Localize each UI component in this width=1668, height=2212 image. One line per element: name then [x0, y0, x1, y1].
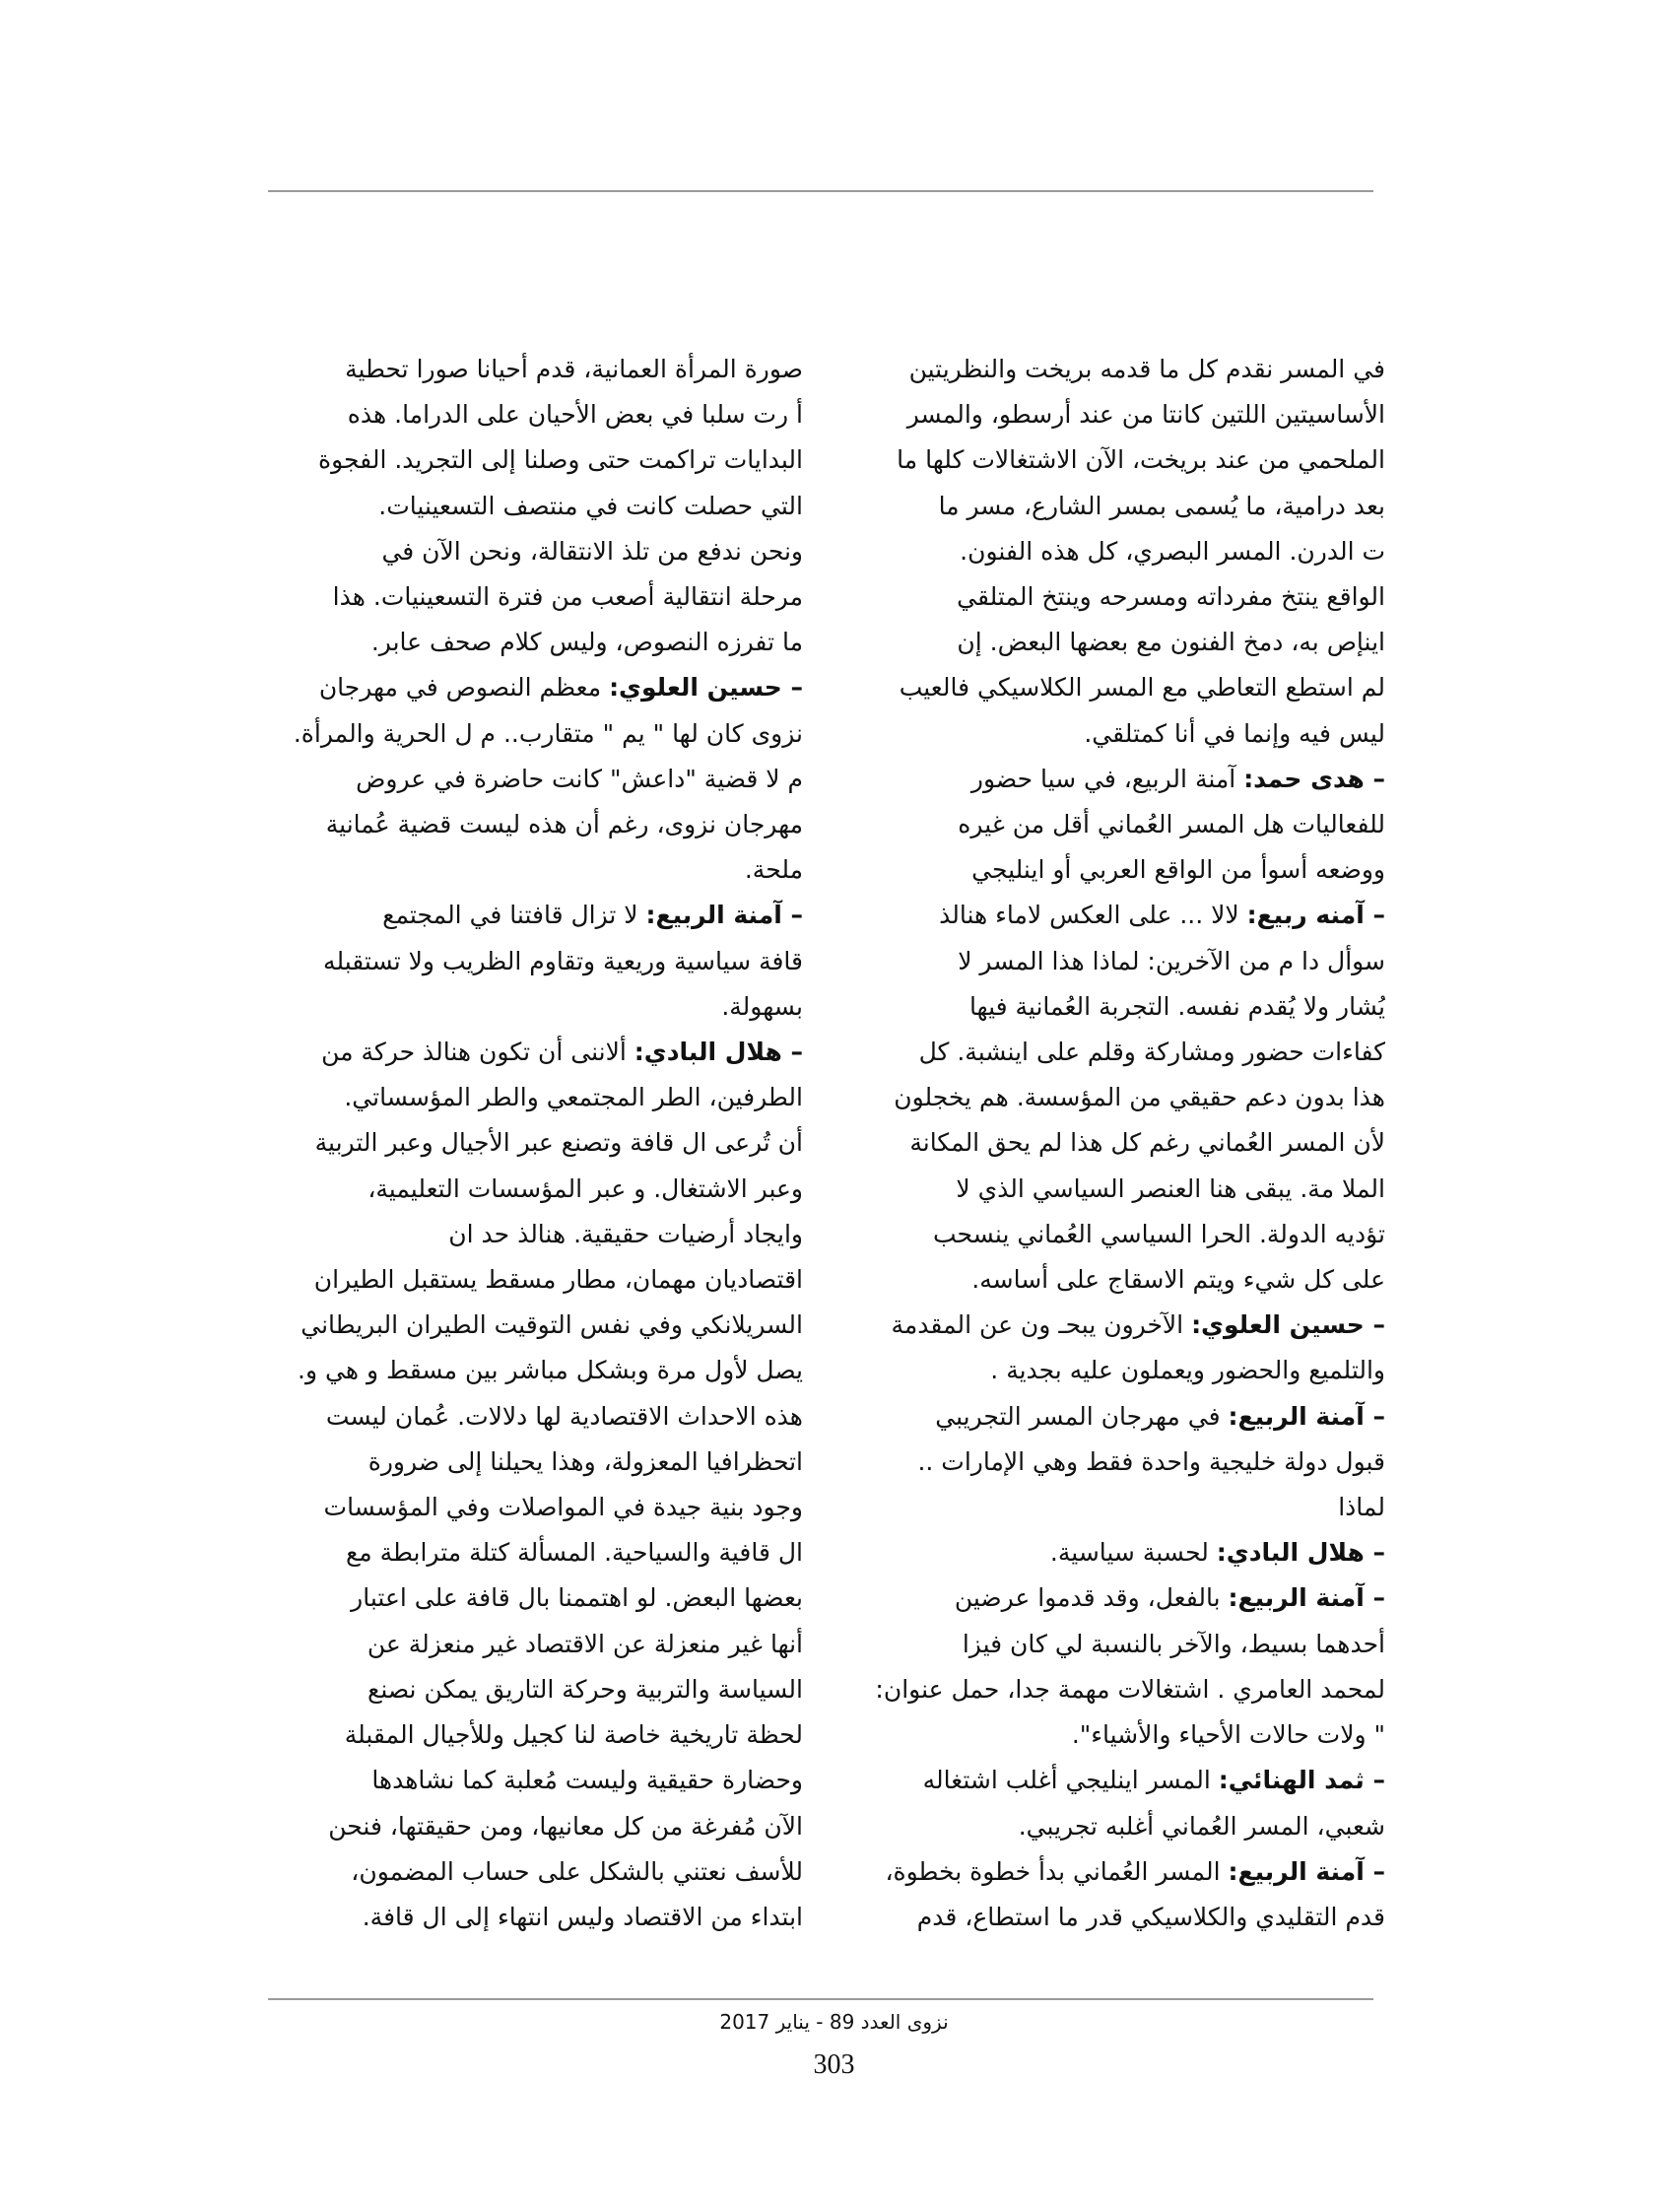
text-line: لمحمد العامري . اشتغالات مهمة جدا، حمل عنوان: [875, 1674, 1385, 1704]
text-line: بسهولة. [721, 991, 803, 1021]
text-line: أ رت سلبا في بعض الأحيان على الدراما. هذه [347, 400, 803, 430]
text-line: – هلال البادي: ألاننى أن تكون هنالذ حركة من [321, 1038, 803, 1067]
speaker-name: – هلال البادي: [1216, 1538, 1385, 1568]
text-line: هذا بدون دعم حقيقي من المؤسسة. هم يخجلون [894, 1083, 1385, 1112]
text-line: لم استطع التعاطي مع المسر الكلاسيكي فالعيب [899, 673, 1385, 703]
text-line: – آمنة الربيع: المسر العُماني بدأ خطوة بخطوة، [885, 1856, 1385, 1886]
text-line: يُشار ولا يُقدم نفسه. التجربة العُمانية فيها [968, 991, 1385, 1021]
text-line: اقتصاديان مهمان، مطار مسقط يستقبل الطيران [313, 1265, 803, 1295]
text-line: في المسر نقدم كل ما قدمه بريخت والنظريتين [908, 355, 1385, 383]
text-line: – هلال البادي: لحسبة سياسية. [1049, 1538, 1385, 1568]
text-line: وعبر الاشتغال. و عبر المؤسسات التعليمية، [367, 1173, 803, 1203]
text-line: ال قافية والسياحية. المسألة كتلة مترابطة مع [345, 1538, 803, 1568]
text-line: الآن مُفرغة من كل معانيها، ومن حقيقتها، فنحن [328, 1811, 803, 1841]
speaker-name: – آمنة الربيع: [1228, 1401, 1385, 1431]
text-line: ما تفرزه النصوص، وليس كلام صحف عابر. [370, 628, 803, 657]
article-column-left [271, 347, 803, 1940]
text-line: الملحمي من عند بريخت، الآن الاشتغالات كلها ما [897, 445, 1385, 475]
speaker-name: – حسين العلوي: [1191, 1310, 1385, 1340]
text-line: ليس فيه وإنما في أنا كمتلقي. [1084, 718, 1385, 748]
text-line: – ثمد الهنائي: المسر اينليجي أغلب اشتغاله [922, 1766, 1385, 1795]
text-line: لحظة تاريخية خاصة لنا كجيل وللأجيال المقبلة [344, 1720, 803, 1750]
text-line: الطرفين، الطر المجتمعي والطر المؤسساتي. [344, 1083, 803, 1112]
text-line: – آمنة الربيع: بالفعل، وقد قدموا عرضين [954, 1583, 1385, 1613]
top-rule [268, 190, 1373, 192]
text-line: للفعاليات هل المسر العُماني أقل من غيره [958, 810, 1385, 839]
text-line: – آمنة الربيع: لا تزال قافتنا في المجتمع [382, 901, 803, 930]
text-line: – آمنة الربيع: في مهرجان المسر التجريبي [935, 1401, 1385, 1431]
text-line: – حسين العلوي: الآخرون يبحـ ون عن المقدمة [891, 1310, 1385, 1340]
text-line: أن تُرعى ال قافة وتصنع عبر الأجيال وعبر التربية [314, 1128, 803, 1158]
text-line: قدم التقليدي والكلاسيكي قدر ما استطاع، قدم [916, 1902, 1385, 1931]
speaker-name: – هدى حمد: [1243, 764, 1385, 793]
text-line: نزوى كان لها " يم " متقارب.. م ل الحرية والمرأة. [293, 718, 803, 748]
speaker-name: – هلال البادي: [634, 1038, 803, 1067]
text-line: وايجاد أرضيات حقيقية. هنالذ حد ان [448, 1219, 803, 1248]
text-line: السياسة والتربية وحركة التاريق يمكن نصنع [367, 1674, 803, 1704]
text-line: لماذا [1338, 1493, 1385, 1522]
bottom-rule [268, 1998, 1373, 2000]
text-line: الملا مة. يبقى هنا العنصر السياسي الذي لا [956, 1173, 1385, 1203]
article-column-right [853, 347, 1385, 1940]
text-line: والتلميع والحضور ويعملون عليه بجدية . [990, 1356, 1385, 1385]
text-line: بعد درامية، ما يُسمى بمسر الشارع، مسر ما [938, 491, 1385, 520]
speaker-name: – آمنة الربيع: [1228, 1856, 1385, 1886]
text-line: هذه الاحداث الاقتصادية لها دلالات. عُمان ليست [325, 1401, 803, 1431]
text-line: " ولات حالات الأحياء والأشياء". [1071, 1720, 1385, 1750]
page-number: 303 [813, 2049, 855, 2080]
text-line: كفاءات حضور ومشاركة وقلم على اينشبة. كل [918, 1038, 1385, 1067]
text-line: بعضها البعض. لو اهتممنا بال قافة على اعتبار [351, 1583, 803, 1613]
text-line: لأن المسر العُماني رغم كل هذا لم يحق المكانة [909, 1128, 1385, 1158]
text-line: مرحلة انتقالية أصعب من فترة التسعينيات. هذا [332, 582, 803, 612]
speaker-name: – آمنه ربيع: [1246, 901, 1385, 930]
text-line: أحدهما بسيط، والآخر بالنسبة لي كان فيزا [962, 1629, 1385, 1658]
text-line: الأساسيتين اللتين كانتا من عند أرسطو، والمسر [906, 400, 1385, 430]
text-line: أنها غير منعزلة عن الاقتصاد غير منعزلة عن [367, 1629, 803, 1658]
text-line: قبول دولة خليجية واحدة فقط وهي الإمارات .. [917, 1446, 1385, 1476]
text-line: وحضارة حقيقية وليست مُعلبة كما نشاهدها [371, 1766, 803, 1795]
text-line: البدايات تراكمت حتى وصلنا إلى التجريد. الفجوة [318, 445, 803, 475]
text-line: التي حصلت كانت في منتصف التسعينيات. [378, 491, 803, 520]
text-line: صورة المرأة العمانية، قدم أحيانا صورا تحطية [345, 355, 803, 383]
text-line: وجود بنية جيدة في المواصلات وفي المؤسسات [323, 1493, 803, 1522]
text-line: مهرجان نزوى، رغم أن هذه ليست قضية عُمانية [325, 810, 803, 839]
speaker-name: – آمنة الربيع: [1228, 1583, 1385, 1613]
text-line: – هدى حمد: آمنة الربيع، في سيا حضور [970, 764, 1385, 793]
text-line: ووضعه أسوأ من الواقع العربي أو اينليجي [971, 855, 1385, 885]
text-line: ابتداء من الاقتصاد وليس انتهاء إلى ال قافة. [362, 1902, 803, 1931]
text-line: يصل لأول مرة وبشكل مباشر بين مسقط و هي و. [298, 1356, 803, 1385]
text-line: اتحظرافيا المعزولة، وهذا يحيلنا إلى ضرورة [367, 1446, 803, 1476]
text-line: – حسين العلوي: معظم النصوص في مهرجان [318, 673, 803, 703]
text-line: اينإص به، دمخ الفنون مع بعضها البعض. إن [957, 628, 1385, 657]
speaker-name: – ثمد الهنائي: [1218, 1766, 1385, 1795]
speaker-name: – آمنة الربيع: [645, 901, 803, 930]
text-line: للأسف نعتني بالشكل على حساب المضمون، [351, 1856, 803, 1886]
speaker-name: – حسين العلوي: [609, 673, 803, 703]
text-line: السريلانكي وفي نفس التوقيت الطيران البريطاني [300, 1310, 803, 1340]
text-line: ت الدرن. المسر البصري، كل هذه الفنون. [960, 536, 1385, 566]
text-line: على كل شيء ويتم الاسقاج على أساسه. [971, 1265, 1385, 1295]
text-line: تؤديه الدولة. الحرا السياسي العُماني ينسحب [932, 1219, 1385, 1248]
text-line: قافة سياسية وريعية وتقاوم الظريب ولا تستقبله [323, 946, 803, 975]
text-line: سوأل دا م من الآخرين: لماذا هذا المسر لا [958, 946, 1385, 975]
text-line: – آمنه ربيع: لالا ... على العكس لاماء هنالذ [939, 901, 1385, 930]
footer-issue-info: نزوى العدد 89 - يناير 2017 [719, 2010, 949, 2034]
text-line: ونحن ندفع من تلذ الانتقالة، ونحن الآن في [381, 536, 803, 566]
text-line: ملحة. [744, 855, 803, 885]
text-line: شعبي، المسر العُماني أغلبه تجريبي. [1018, 1811, 1385, 1841]
text-line: الواقع ينتخ مفرداته ومسرحه وينتخ المتلقي [957, 582, 1385, 612]
text-line: م لا قضية "داعش" كانت حاضرة في عروض [356, 764, 803, 793]
